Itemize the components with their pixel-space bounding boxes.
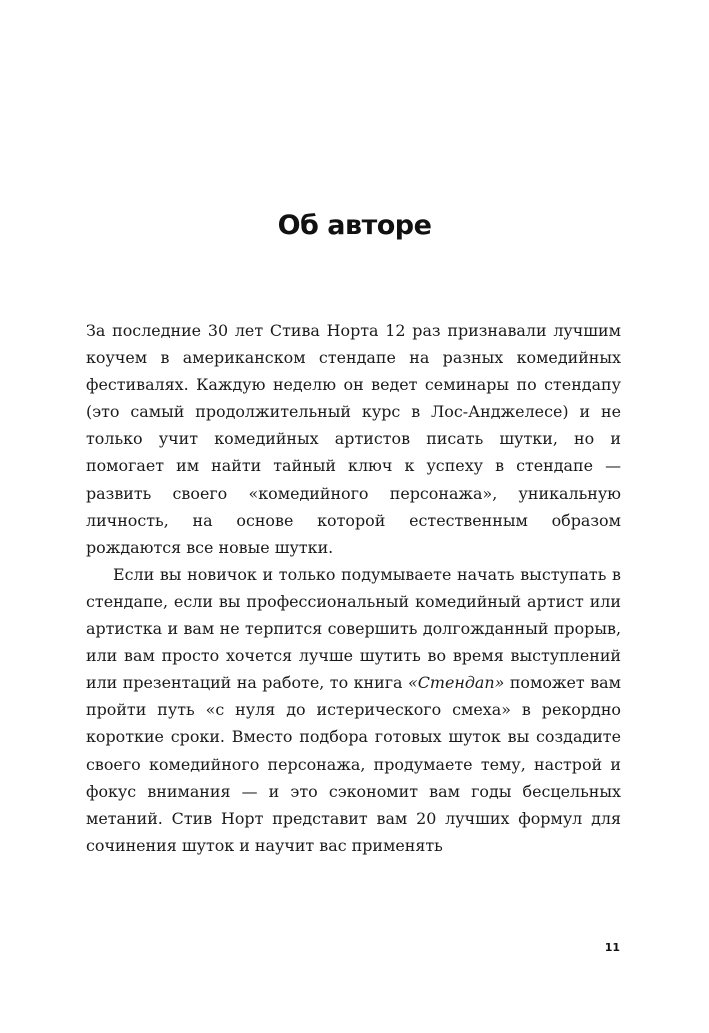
body-text xyxy=(86,317,621,859)
paragraph-2 xyxy=(86,561,621,859)
page-title: Об авторе xyxy=(277,210,432,241)
page-number: 11 xyxy=(604,941,620,954)
paragraph-2-text-after: поможет вам пройти путь «с нуля до истерического смеха» в рекордно короткие сроки. Вместо подбора готовых шуток вы создадите своего комедийного персонажа, продумаете тему, настрой и фокус внимания — и это сэкономит вам годы бесцельных метаний. Стив Норт представит вам 20 лучших формул для сочинения шуток и научит вас применять xyxy=(86,673,621,855)
paragraph-2-text-before: Если вы новичок и только подумываете начать выступать в стендапе, если вы профессиональный комедийный артист или артистка и вам не терпится совершить долгожданный прорыв, или вам просто хочется лучше шутить во время выступлений или презентаций на работе, то книга xyxy=(86,564,621,693)
book-title: «Стендап» xyxy=(408,673,505,693)
paragraph-1: За последние 30 лет Стива Норта 12 раз признавали лучшим коучем в американском стендапе на разных комедийных фестивалях. Каждую неделю он ведет семинары по стендапу (это самый продолжительный курс в Лос-Анджелесе) и не только учит комедийных артистов писать шутки, но и помогает им найти тайный ключ к успеху в стендапе — развить своего «комедийного персонажа», уникальную личность, на основе которой естественным образом рождаются все новые шутки. xyxy=(86,321,621,557)
